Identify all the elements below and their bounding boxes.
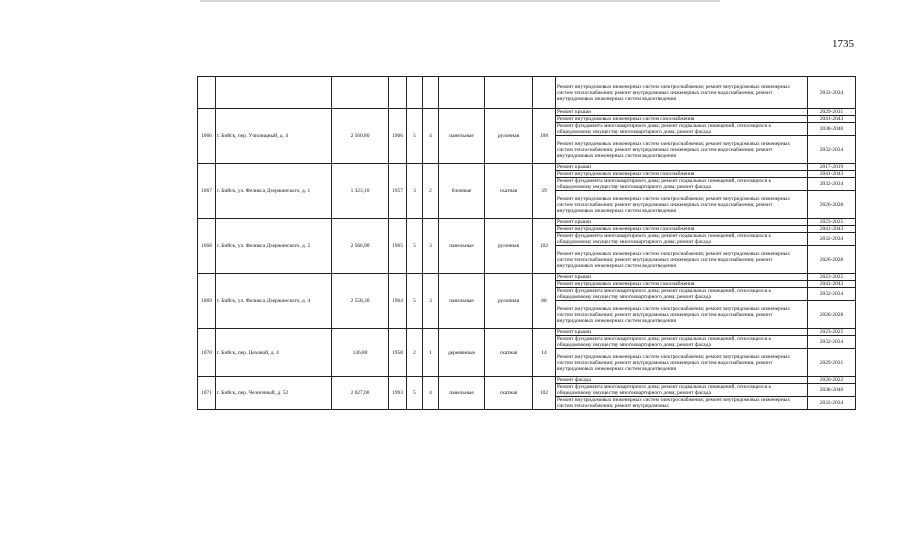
- house-number-cell: 1067: [198, 164, 216, 219]
- work-type-cell: Ремонт внутридомовых инженерных систем газоснабжения: [556, 171, 808, 178]
- area-cell: 2 558,30: [332, 274, 389, 329]
- wall-material-cell: панельные: [439, 219, 485, 274]
- entrances-cell: 3: [423, 274, 439, 329]
- work-years-cell: 2038-2040: [808, 123, 856, 136]
- build-year-cell: 1957: [389, 164, 407, 219]
- floors-cell: 5: [407, 109, 423, 164]
- entrances-cell: 3: [423, 219, 439, 274]
- work-years-cell: 2041-2043: [808, 116, 856, 123]
- work-type-cell: Ремонт фундамента многоквартирного дома; ремонт подвальных помещений, относящихся к общедомовому имуществу многоквартирного дома; ремонт фасада: [556, 288, 808, 301]
- repair-schedule-table: [197, 76, 856, 410]
- floors-cell: 2: [407, 329, 423, 377]
- area-cell: 1 323,10: [332, 164, 389, 219]
- house-number-cell: 1071: [198, 377, 216, 410]
- residents-cell: 108: [533, 109, 556, 164]
- work-type-cell: Ремонт внутридомовых инженерных систем электроснабжения; ремонт внутридомовых инженерных систем теплоснабжения; ремонт внутридомовых инженерных систем водоснабжения; ремонт внутридомовых инженерных систем водоотведения: [556, 349, 808, 377]
- work-years-cell: 2023-2025: [808, 329, 856, 336]
- work-years-cell: 2026-2028: [808, 191, 856, 219]
- address-cell: г. Бийск, пер. Цеховой, д. 4: [216, 329, 332, 377]
- work-years-cell: 2026-2028: [808, 246, 856, 274]
- build-year-cell: 1966: [389, 109, 407, 164]
- work-type-cell: Ремонт внутридомовых инженерных систем электроснабжения; ремонт внутридомовых инженерных систем теплоснабжения; ремонт внутридомовых инженерных систем водоснабжения; ремонт внутридомовых инженерных систем водоотведения: [556, 77, 808, 109]
- house-number-cell: 1068: [198, 219, 216, 274]
- area-cell: 2 560,80: [332, 109, 389, 164]
- area-cell: 136,80: [332, 329, 389, 377]
- work-years-cell: 2032-2034: [808, 288, 856, 301]
- work-type-cell: Ремонт крыши: [556, 274, 808, 281]
- wall-material-cell: блочные: [439, 164, 485, 219]
- residents-cell: 39: [533, 164, 556, 219]
- page-number: 1735: [832, 38, 854, 50]
- residents-cell: 102: [533, 377, 556, 410]
- house-number-cell: 1069: [198, 274, 216, 329]
- wall-material-cell: панельные: [439, 109, 485, 164]
- work-years-cell: 2026-2028: [808, 301, 856, 329]
- work-type-cell: Ремонт внутридомовых инженерных систем газоснабжения: [556, 226, 808, 233]
- work-type-cell: Ремонт крыши: [556, 164, 808, 171]
- entrances-cell: 2: [423, 164, 439, 219]
- table-row: [198, 219, 856, 226]
- empty-cell: [198, 77, 216, 109]
- work-years-cell: 2023-2025: [808, 274, 856, 281]
- roof-type-cell: скатная: [485, 377, 533, 410]
- area-cell: 2 566,90: [332, 219, 389, 274]
- floors-cell: 3: [407, 164, 423, 219]
- wall-material-cell: панельные: [439, 377, 485, 410]
- table-row: [198, 377, 856, 384]
- work-years-cell: 2032-2034: [808, 397, 856, 410]
- table-row: [198, 329, 856, 336]
- work-type-cell: Ремонт фундамента многоквартирного дома; ремонт подвальных помещений, относящихся к общедомовому имуществу многоквартирного дома; ремонт фасада: [556, 178, 808, 191]
- entrances-cell: 4: [423, 377, 439, 410]
- work-years-cell: 2032-2034: [808, 178, 856, 191]
- scan-edge-line: [200, 0, 720, 2]
- work-type-cell: Ремонт фундамента многоквартирного дома; ремонт подвальных помещений, относящихся к общедомовому имуществу многоквартирного дома; ремонт фасада: [556, 123, 808, 136]
- floors-cell: 5: [407, 377, 423, 410]
- empty-cell: [485, 77, 533, 109]
- address-cell: г. Бийск, пер. Училищный, д. 4: [216, 109, 332, 164]
- work-years-cell: 2032-2034: [808, 336, 856, 349]
- empty-cell: [533, 77, 556, 109]
- table-row: [198, 109, 856, 116]
- work-years-cell: 2023-2025: [808, 219, 856, 226]
- table-row: [198, 274, 856, 281]
- empty-cell: [407, 77, 423, 109]
- work-type-cell: Ремонт фундамента многоквартирного дома; ремонт подвальных помещений, относящихся к общедомовому имуществу многоквартирного дома; ремонт фасада: [556, 384, 808, 397]
- work-type-cell: Ремонт крыши: [556, 219, 808, 226]
- work-type-cell: Ремонт крыши: [556, 109, 808, 116]
- wall-material-cell: деревянные: [439, 329, 485, 377]
- roof-type-cell: скатная: [485, 164, 533, 219]
- table-row: [198, 164, 856, 171]
- address-cell: г. Бийск, ул. Феликса Дзержинского, д. 2: [216, 219, 332, 274]
- work-type-cell: Ремонт внутридомовых инженерных систем электроснабжения; ремонт внутридомовых инженерных систем теплоснабжения; ремонт внутридомовых инженерных систем водоснабжения; ремонт внутридомовых инженерных систем водоотведения: [556, 246, 808, 274]
- work-years-cell: 2029-2031: [808, 109, 856, 116]
- roof-type-cell: рулонная: [485, 219, 533, 274]
- address-cell: г. Бийск, ул. Феликса Дзержинского, д. 1: [216, 164, 332, 219]
- residents-cell: 102: [533, 219, 556, 274]
- work-years-cell: 2041-2043: [808, 171, 856, 178]
- work-type-cell: Ремонт внутридомовых инженерных систем электроснабжения; ремонт внутридомовых инженерных систем теплоснабжения; ремонт внутридомовых: [556, 397, 808, 410]
- work-years-cell: 2029-2031: [808, 349, 856, 377]
- work-type-cell: Ремонт внутридомовых инженерных систем газоснабжения: [556, 281, 808, 288]
- build-year-cell: 1964: [389, 274, 407, 329]
- work-type-cell: Ремонт внутридомовых инженерных систем электроснабжения; ремонт внутридомовых инженерных систем теплоснабжения; ремонт внутридомовых инженерных систем водоснабжения; ремонт внутридомовых инженерных систем водоотведения: [556, 191, 808, 219]
- work-type-cell: Ремонт внутридомовых инженерных систем газоснабжения: [556, 116, 808, 123]
- entrances-cell: 1: [423, 329, 439, 377]
- entrances-cell: 4: [423, 109, 439, 164]
- house-number-cell: 1066: [198, 109, 216, 164]
- wall-material-cell: панельные: [439, 274, 485, 329]
- work-years-cell: 2017-2019: [808, 164, 856, 171]
- roof-type-cell: рулонная: [485, 274, 533, 329]
- residents-cell: 14: [533, 329, 556, 377]
- house-number-cell: 1070: [198, 329, 216, 377]
- work-type-cell: Ремонт внутридомовых инженерных систем электроснабжения; ремонт внутридомовых инженерных систем теплоснабжения; ремонт внутридомовых инженерных систем водоснабжения; ремонт внутридомовых инженерных систем водоотведения: [556, 301, 808, 329]
- build-year-cell: 1965: [389, 219, 407, 274]
- work-type-cell: Ремонт фундамента многоквартирного дома; ремонт подвальных помещений, относящихся к общедомовому имуществу многоквартирного дома; ремонт фасада: [556, 336, 808, 349]
- work-type-cell: Ремонт внутридомовых инженерных систем электроснабжения; ремонт внутридомовых инженерных систем теплоснабжения; ремонт внутридомовых инженерных систем водоснабжения; ремонт внутридомовых инженерных систем водоотведения: [556, 136, 808, 164]
- work-type-cell: Ремонт крыши: [556, 329, 808, 336]
- work-type-cell: Ремонт фасада: [556, 377, 808, 384]
- empty-cell: [332, 77, 389, 109]
- residents-cell: 88: [533, 274, 556, 329]
- empty-cell: [439, 77, 485, 109]
- roof-type-cell: скатная: [485, 329, 533, 377]
- empty-cell: [423, 77, 439, 109]
- floors-cell: 5: [407, 274, 423, 329]
- empty-cell: [389, 77, 407, 109]
- build-year-cell: 1958: [389, 329, 407, 377]
- address-cell: г. Бийск, ул. Феликса Дзержинского, д. 4: [216, 274, 332, 329]
- roof-type-cell: рулонная: [485, 109, 533, 164]
- address-cell: г. Бийск, пер. Челночный, д. 52: [216, 377, 332, 410]
- table-body: [198, 77, 856, 410]
- build-year-cell: 1993: [389, 377, 407, 410]
- empty-cell: [216, 77, 332, 109]
- work-type-cell: Ремонт фундамента многоквартирного дома; ремонт подвальных помещений, относящихся к общедомовому имуществу многоквартирного дома; ремонт фасада: [556, 233, 808, 246]
- work-years-cell: 2020-2022: [808, 377, 856, 384]
- work-years-cell: 2041-2043: [808, 226, 856, 233]
- continuation-row: [198, 77, 856, 109]
- area-cell: 2 627,00: [332, 377, 389, 410]
- work-years-cell: 2038-2040: [808, 384, 856, 397]
- work-years-cell: 2041-2043: [808, 281, 856, 288]
- work-years-cell: 2032-2034: [808, 77, 856, 109]
- floors-cell: 5: [407, 219, 423, 274]
- work-years-cell: 2032-2034: [808, 136, 856, 164]
- work-years-cell: 2032-2034: [808, 233, 856, 246]
